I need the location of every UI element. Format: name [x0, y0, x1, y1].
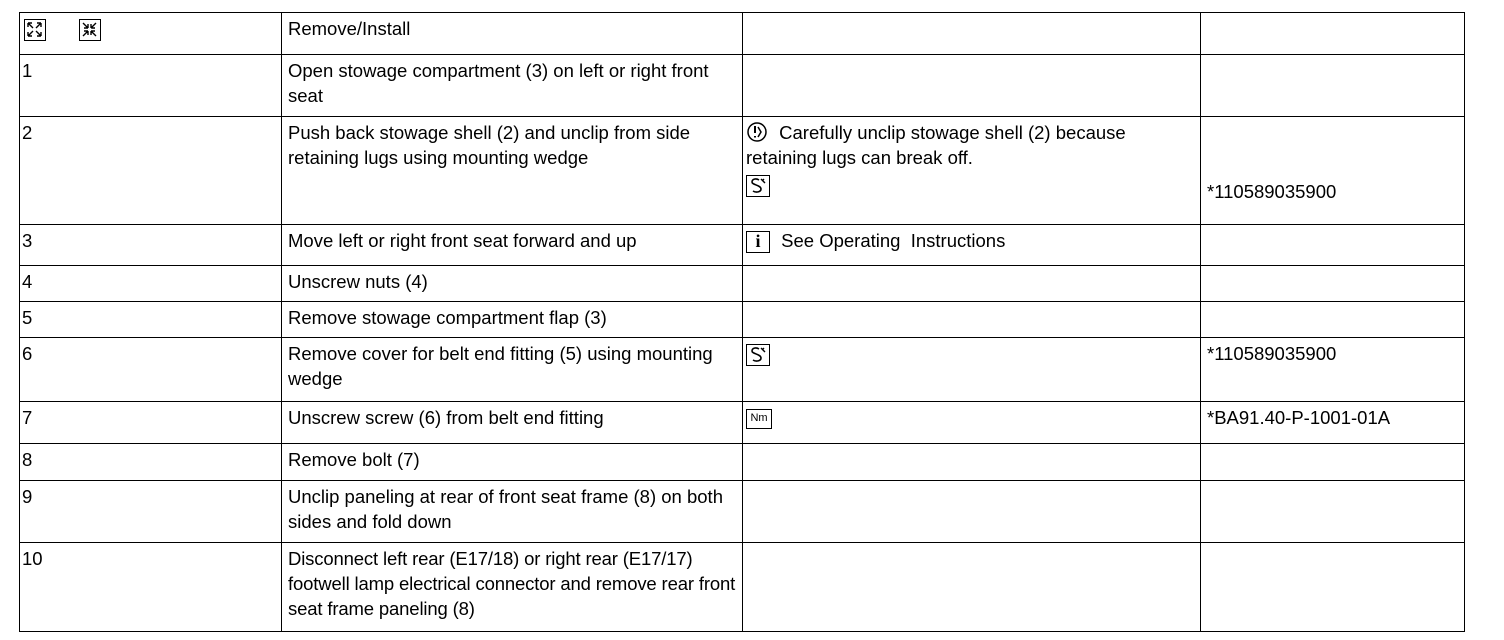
remove-icon — [24, 19, 46, 41]
step-note — [743, 543, 1201, 632]
header-note-cell — [743, 13, 1201, 55]
torque-nm-icon: Nm — [746, 409, 772, 429]
table-row — [20, 55, 1465, 117]
step-text: Unclip paneling at rear of front seat frame (8) on both sides and fold down — [282, 481, 743, 543]
step-number: 6 — [20, 338, 282, 402]
step-ref — [1201, 543, 1465, 632]
step-number: 1 — [20, 55, 282, 117]
table-row — [20, 302, 1465, 338]
step-text: Remove stowage compartment flap (3) — [282, 302, 743, 338]
step-number: 7 — [20, 402, 282, 444]
step-number: 2 — [20, 117, 282, 225]
table-row — [20, 225, 1465, 266]
step-number: 10 — [20, 543, 282, 632]
caution-icon — [746, 121, 768, 143]
step-ref — [1201, 266, 1465, 302]
header-title: Remove/Install — [282, 13, 743, 55]
table-row — [20, 266, 1465, 302]
header-ref-cell — [1201, 13, 1465, 55]
step-text: Remove cover for belt end fitting (5) using mounting wedge — [282, 338, 743, 402]
table-row — [20, 543, 1465, 632]
reference-number: *110589035900 — [1207, 181, 1337, 202]
step-note — [743, 402, 1201, 444]
step-ref — [1201, 225, 1465, 266]
step-note — [743, 266, 1201, 302]
table-row — [20, 117, 1465, 225]
step-ref — [1201, 302, 1465, 338]
info-note-text: See Operating Instructions — [781, 230, 1006, 251]
table-row — [20, 444, 1465, 481]
step-text: Unscrew screw (6) from belt end fitting — [282, 402, 743, 444]
step-note — [743, 481, 1201, 543]
step-note — [743, 444, 1201, 481]
step-ref: *110589035900 — [1201, 338, 1465, 402]
special-tool-icon — [746, 175, 770, 197]
step-ref — [1201, 481, 1465, 543]
caution-note-text: Carefully unclip stowage shell (2) because retaining lugs can break off. — [746, 122, 1126, 168]
header-row — [20, 13, 1465, 55]
step-ref — [1201, 117, 1465, 225]
step-number: 8 — [20, 444, 282, 481]
table-row — [20, 402, 1465, 444]
step-number: 5 — [20, 302, 282, 338]
step-text: Move left or right front seat forward and up — [282, 225, 743, 266]
step-ref — [1201, 55, 1465, 117]
special-tool-icon — [746, 344, 770, 366]
step-text: Unscrew nuts (4) — [282, 266, 743, 302]
step-number: 4 — [20, 266, 282, 302]
step-note — [743, 338, 1201, 402]
step-note — [743, 225, 1201, 266]
step-text: Open stowage compartment (3) on left or right front seat — [282, 55, 743, 117]
install-icon — [79, 19, 101, 41]
step-note — [743, 117, 1201, 225]
step-number: 9 — [20, 481, 282, 543]
step-text: Push back stowage shell (2) and unclip from side retaining lugs using mounting wedge — [282, 117, 743, 225]
info-icon: i — [746, 231, 770, 253]
table-row — [20, 481, 1465, 543]
step-text: Disconnect left rear (E17/18) or right rear (E17/17) footwell lamp electrical connector and remove rear front seat frame paneling (8) — [282, 543, 743, 632]
step-text: Remove bolt (7) — [282, 444, 743, 481]
step-note — [743, 55, 1201, 117]
header-icons-cell — [20, 13, 282, 55]
step-ref: *BA91.40-P-1001-01A — [1201, 402, 1465, 444]
step-note — [743, 302, 1201, 338]
step-number: 3 — [20, 225, 282, 266]
table-row — [20, 338, 1465, 402]
procedure-table — [19, 12, 1465, 632]
step-ref — [1201, 444, 1465, 481]
